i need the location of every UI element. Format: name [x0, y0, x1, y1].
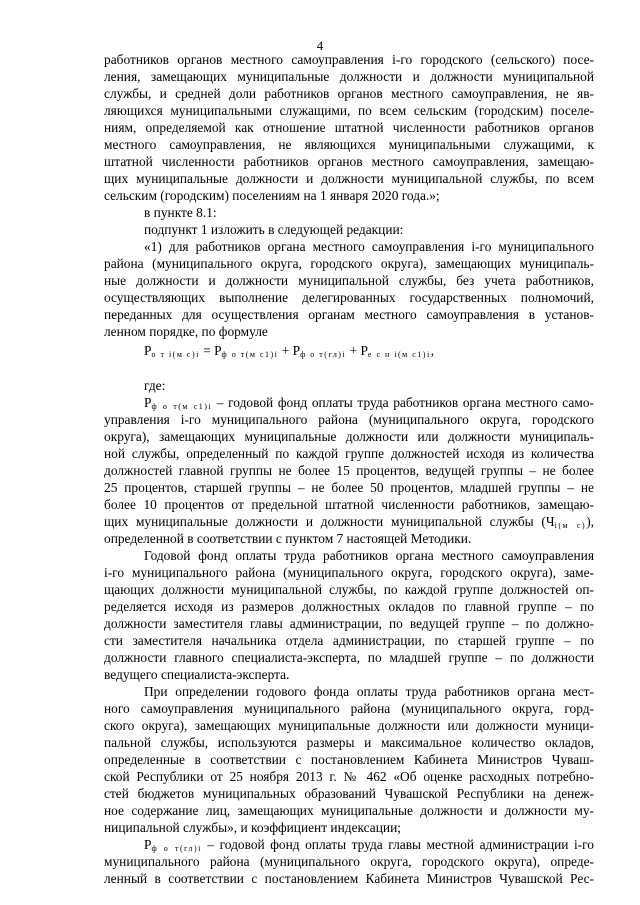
formula-subscript: е с н i(м с1)i [367, 350, 431, 359]
text-fragment: – годовой фонд оплаты труда главы местной администрации i-го [207, 837, 594, 852]
text-line: осуществляющих выполнение делегированных государственных полномочий, [104, 290, 594, 305]
formula-subscript: ф о т(м с1)i [221, 350, 279, 359]
text-line: ляющихся муниципальными служащими, по всем сельским (городским) поселе- [104, 103, 594, 118]
formula-plus: + [346, 343, 361, 358]
formula-symbol: Р [292, 343, 301, 358]
text-line: управления i-го муниципального района (муниципального округа, городского [104, 412, 594, 427]
formula-end: , [430, 343, 435, 358]
formula-subscript: i(м с) [554, 521, 587, 530]
formula-symbol: Р [144, 343, 152, 358]
text-line: 25 процентов, старшей группы – не более 50 процентов, младшей группы – не [104, 480, 594, 495]
text-line: определенные в соответствии с постановлением Кабинета Министров Чуваш- [104, 752, 594, 767]
formula-symbol: Р [214, 343, 222, 358]
text-line: ниципальной службы», и коэффициент индексации; [104, 820, 401, 835]
text-line: местного самоуправления, не являющихся муниципальными служащими, к [104, 137, 594, 152]
formula-symbol: Р [144, 395, 152, 410]
text-line: i-го муниципального района (муниципального округа, городского округа), заме- [104, 565, 594, 580]
text-fragment: ), [586, 514, 594, 529]
text-line: ного самоуправления муниципального района (муниципального округа, горд- [104, 701, 594, 716]
formula-eq: = [199, 343, 215, 358]
text-line: муниципального района (муниципального округа, городского округа), опреде- [104, 854, 594, 869]
text-line: стей бюджетов муниципальных образований Чувашской Республики на денеж- [104, 786, 594, 801]
text-line: ведущего специалиста-эксперта. [104, 667, 290, 682]
text-fragment: щих муниципальные должности и должности муниципальной службы (Ч [104, 514, 555, 529]
text-line: ской Республики от 25 ноября 2013 г. № 462 «Об оценке расходных потребно- [104, 769, 594, 784]
formula-subscript: ф о т(м с1)i [151, 402, 213, 411]
text-line: подпункт 1 изложить в следующей редакции: [144, 222, 404, 237]
text-line: Годовой фонд оплаты труда работников органа местного самоуправления [144, 548, 594, 563]
text-line: должности главного специалиста-эксперта, по младшей группе – по должности [104, 650, 594, 665]
text-line: ределяется исходя из размеров должностных окладов по главной группе – по [104, 599, 594, 614]
text-line: в пункте 8.1: [144, 205, 217, 220]
text-line: ной службы, определенный по каждой группе должностей исходя из количества [104, 446, 594, 461]
text-line: работников органов местного самоуправления i-го городского (сельского) посе- [104, 52, 594, 67]
formula-plus: + [278, 343, 293, 358]
text-line: должностей главной группы не более 15 процентов, ведущей группы – не более [104, 463, 594, 478]
formula [144, 342, 594, 363]
formula-symbol: Р [144, 837, 152, 852]
text-line: определенной в соответствии с пунктом 7 настоящей Методики. [104, 531, 472, 546]
text-line: щих муниципальные должности и должности муниципальной службы, по всем [104, 171, 594, 186]
text-line: ского округа), замещающих муниципальные должности или должности муници- [104, 718, 594, 733]
text-line: ное содержание лиц, замещающих муниципальные должности и должности му- [104, 803, 594, 818]
text-line: При определении годового фонда оплаты труда работников органа мест- [144, 684, 594, 699]
formula-subscript: ф о т(гл)i [151, 844, 202, 853]
text-line: «1) для работников органа местного самоуправления i-го муниципального [144, 239, 594, 254]
text-line: службы, и средней доли работников органов местного самоуправления, не яв- [104, 86, 594, 101]
text-line: переданных для осуществления органам местного самоуправления в установ- [104, 307, 594, 322]
text-line: района (муниципального округа, городского округа), замещающих муниципаль- [104, 256, 594, 271]
text-line: сельским (городским) поселениям на 1 января 2020 года.»; [104, 188, 440, 203]
text-line: пальной службы, используются размеры и максимальное количество окладов, [104, 735, 594, 750]
text-line: более 10 процентов от предельной штатной численности работников, замещаю- [104, 497, 594, 512]
formula-symbol: Р [360, 343, 368, 358]
text-line: ниям, определяемой как отношение штатной численности работников органов [104, 120, 594, 135]
text-line: округа), замещающих муниципальные должности или должности муниципаль- [104, 429, 594, 444]
text-line: сти заместителя начальника отдела администрации, по старшей группе – по [104, 633, 594, 648]
text-line: где: [144, 378, 166, 393]
text-line: щающих должности муниципальной службы, по каждой группе должностей оп- [104, 582, 594, 597]
text-line: ленном порядке, по формуле [104, 324, 268, 339]
text-line: ные должности и должности муниципальной службы, без учета работников, [104, 273, 594, 288]
formula-subscript: о т i(м с)i [151, 350, 200, 359]
text-line: ленный в соответствии с постановлением Кабинета Министров Чувашской Рес- [104, 871, 594, 886]
text-line: должности заместителя главы администрации, по ведущей группе – по должно- [104, 616, 594, 631]
text-line: ления, замещающих муниципальные должности и должности муниципальной [104, 69, 594, 84]
page-number: 4 [316, 38, 324, 53]
text-line: штатной численности работников органов местного самоуправления, замещаю- [104, 154, 594, 169]
text-fragment: – годовой фонд оплаты труда работников органа местного само- [216, 395, 594, 410]
formula-subscript: ф о т(гл)i [300, 350, 347, 359]
